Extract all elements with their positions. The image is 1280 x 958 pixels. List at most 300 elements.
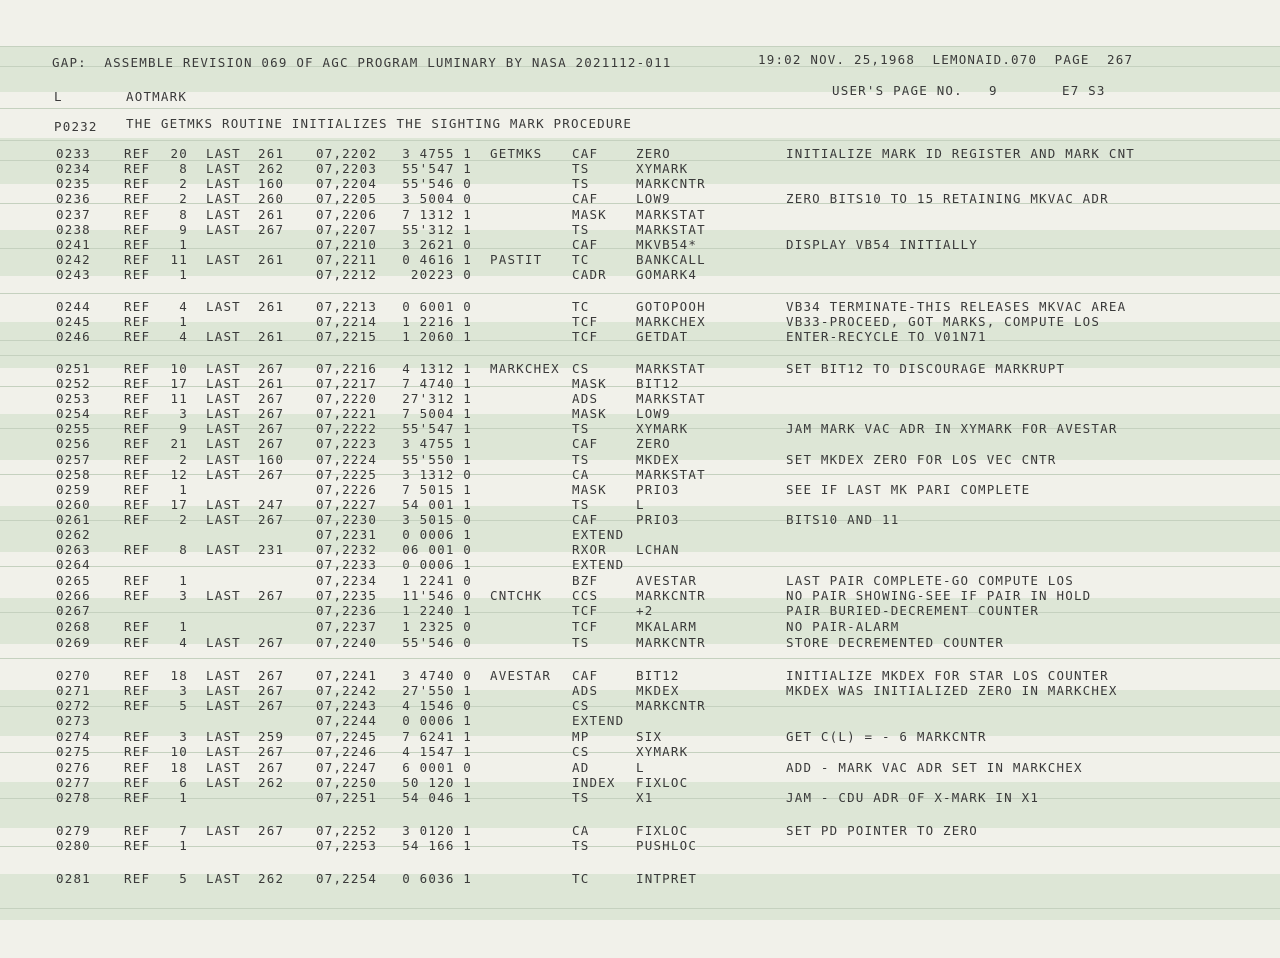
last-keyword: LAST: [206, 161, 241, 176]
operand: BIT12: [636, 668, 680, 683]
line-number: 0271: [56, 683, 91, 698]
ref-count: 11: [170, 391, 188, 406]
operand: PRIO3: [636, 512, 680, 527]
opcode: ADS: [572, 391, 599, 406]
last-page: 261: [258, 207, 285, 222]
last-keyword: LAST: [206, 588, 241, 603]
line-number: 0257: [56, 452, 91, 467]
opcode: MASK: [572, 406, 607, 421]
operand: AVESTAR: [636, 573, 698, 588]
ref-count: 17: [170, 497, 188, 512]
operand: GOTOPOOH: [636, 299, 706, 314]
ref-count: 9: [179, 222, 188, 237]
ref-keyword: REF: [124, 775, 151, 790]
opcode: TCF: [572, 314, 599, 329]
memory-address: 07,2254: [316, 871, 378, 886]
operand: INTPRET: [636, 871, 698, 886]
ref-count: 5: [179, 698, 188, 713]
operand: MKDEX: [636, 452, 680, 467]
last-page: 262: [258, 161, 285, 176]
last-page: 261: [258, 376, 285, 391]
ruling-line: [0, 140, 1280, 141]
operand: X1: [636, 790, 654, 805]
users-page-number: USER'S PAGE NO. 9: [832, 83, 998, 98]
intro-line-number: P0232: [54, 119, 98, 134]
line-number: 0235: [56, 176, 91, 191]
operand: MARKCNTR: [636, 588, 706, 603]
opcode: TC: [572, 871, 590, 886]
memory-address: 07,2221: [316, 406, 378, 421]
line-number: 0276: [56, 760, 91, 775]
memory-address: 07,2207: [316, 222, 378, 237]
memory-address: 07,2251: [316, 790, 378, 805]
opcode: TS: [572, 421, 590, 436]
memory-address: 07,2210: [316, 237, 378, 252]
last-page: 267: [258, 635, 285, 650]
operand: L: [636, 497, 645, 512]
last-page: 267: [258, 683, 285, 698]
opcode: CA: [572, 467, 590, 482]
memory-address: 07,2203: [316, 161, 378, 176]
ref-count: 10: [170, 744, 188, 759]
octal-code: 55'550 1: [402, 452, 472, 467]
ref-keyword: REF: [124, 512, 151, 527]
line-number: 0237: [56, 207, 91, 222]
octal-code: 0 6036 1: [402, 871, 472, 886]
opcode: TS: [572, 222, 590, 237]
ruling-line: [0, 355, 1280, 356]
operand: SIX: [636, 729, 663, 744]
last-page: 267: [258, 668, 285, 683]
opcode: EXTEND: [572, 713, 625, 728]
octal-code: 0 4616 1: [402, 252, 472, 267]
memory-address: 07,2231: [316, 527, 378, 542]
operand: BANKCALL: [636, 252, 706, 267]
line-number: 0245: [56, 314, 91, 329]
operand: LOW9: [636, 191, 671, 206]
operand: XYMARK: [636, 421, 689, 436]
line-number: 0264: [56, 557, 91, 572]
opcode: CADR: [572, 267, 607, 282]
ref-count: 7: [179, 823, 188, 838]
opcode: TS: [572, 161, 590, 176]
memory-address: 07,2230: [316, 512, 378, 527]
last-keyword: LAST: [206, 176, 241, 191]
ref-count: 1: [179, 790, 188, 805]
line-number: 0262: [56, 527, 91, 542]
last-keyword: LAST: [206, 542, 241, 557]
ref-count: 1: [179, 237, 188, 252]
ref-keyword: REF: [124, 871, 151, 886]
comment: JAM MARK VAC ADR IN XYMARK FOR AVESTAR: [786, 421, 1118, 436]
line-number: 0246: [56, 329, 91, 344]
symbol-label: CNTCHK: [490, 588, 543, 603]
ref-keyword: REF: [124, 176, 151, 191]
ruling-line: [0, 46, 1280, 47]
octal-code: 0 0006 1: [402, 557, 472, 572]
line-number: 0252: [56, 376, 91, 391]
opcode: TS: [572, 176, 590, 191]
memory-address: 07,2220: [316, 391, 378, 406]
symbol-label: MARKCHEX: [490, 361, 560, 376]
octal-code: 4 1312 1: [402, 361, 472, 376]
comment: VB34 TERMINATE-THIS RELEASES MKVAC AREA: [786, 299, 1127, 314]
ref-keyword: REF: [124, 668, 151, 683]
opcode: CAF: [572, 436, 599, 451]
ref-count: 11: [170, 252, 188, 267]
opcode: RXOR: [572, 542, 607, 557]
memory-address: 07,2241: [316, 668, 378, 683]
ref-keyword: REF: [124, 542, 151, 557]
ref-keyword: REF: [124, 588, 151, 603]
last-page: 231: [258, 542, 285, 557]
memory-address: 07,2211: [316, 252, 378, 267]
memory-address: 07,2205: [316, 191, 378, 206]
ref-count: 4: [179, 329, 188, 344]
ref-count: 18: [170, 760, 188, 775]
line-number: 0256: [56, 436, 91, 451]
octal-code: 3 5015 0: [402, 512, 472, 527]
ref-count: 20: [170, 146, 188, 161]
ref-keyword: REF: [124, 436, 151, 451]
memory-address: 07,2236: [316, 603, 378, 618]
octal-code: 1 2216 1: [402, 314, 472, 329]
ref-keyword: REF: [124, 497, 151, 512]
line-number: 0242: [56, 252, 91, 267]
ref-keyword: REF: [124, 191, 151, 206]
octal-code: 4 1546 0: [402, 698, 472, 713]
comment: DISPLAY VB54 INITIALLY: [786, 237, 978, 252]
line-number: 0238: [56, 222, 91, 237]
last-page: 267: [258, 361, 285, 376]
ref-count: 12: [170, 467, 188, 482]
line-number: 0272: [56, 698, 91, 713]
opcode: MP: [572, 729, 590, 744]
opcode: TCF: [572, 619, 599, 634]
opcode: CAF: [572, 668, 599, 683]
line-number: 0254: [56, 406, 91, 421]
opcode: CS: [572, 698, 590, 713]
line-number: 0236: [56, 191, 91, 206]
memory-address: 07,2227: [316, 497, 378, 512]
line-number: 0259: [56, 482, 91, 497]
last-page: 267: [258, 467, 285, 482]
opcode: TS: [572, 790, 590, 805]
last-page: 267: [258, 391, 285, 406]
operand: MARKSTAT: [636, 361, 706, 376]
ref-keyword: REF: [124, 421, 151, 436]
last-page: 267: [258, 760, 285, 775]
comment: INITIALIZE MKDEX FOR STAR LOS COUNTER: [786, 668, 1109, 683]
octal-code: 55'546 0: [402, 635, 472, 650]
ref-keyword: REF: [124, 838, 151, 853]
last-keyword: LAST: [206, 760, 241, 775]
ruling-line: [0, 108, 1280, 109]
octal-code: 54 166 1: [402, 838, 472, 853]
line-number: 0241: [56, 237, 91, 252]
comment: ADD - MARK VAC ADR SET IN MARKCHEX: [786, 760, 1083, 775]
opcode: MASK: [572, 207, 607, 222]
last-page: 247: [258, 497, 285, 512]
opcode: TS: [572, 838, 590, 853]
operand: FIXLOC: [636, 775, 689, 790]
opcode: CAF: [572, 146, 599, 161]
memory-address: 07,2252: [316, 823, 378, 838]
operand: MARKCNTR: [636, 176, 706, 191]
last-page: 261: [258, 329, 285, 344]
comment: JAM - CDU ADR OF X-MARK IN X1: [786, 790, 1040, 805]
line-number: 0244: [56, 299, 91, 314]
opcode: TCF: [572, 329, 599, 344]
ref-count: 21: [170, 436, 188, 451]
operand: MARKSTAT: [636, 207, 706, 222]
memory-address: 07,2247: [316, 760, 378, 775]
ref-count: 8: [179, 207, 188, 222]
ref-keyword: REF: [124, 698, 151, 713]
ref-keyword: REF: [124, 635, 151, 650]
memory-address: 07,2237: [316, 619, 378, 634]
operand: BIT12: [636, 376, 680, 391]
line-number: 0233: [56, 146, 91, 161]
opcode: CCS: [572, 588, 599, 603]
ref-count: 6: [179, 775, 188, 790]
ref-keyword: REF: [124, 146, 151, 161]
memory-address: 07,2240: [316, 635, 378, 650]
octal-code: 7 5004 1: [402, 406, 472, 421]
octal-code: 55'312 1: [402, 222, 472, 237]
comment: VB33-PROCEED, GOT MARKS, COMPUTE LOS: [786, 314, 1101, 329]
line-number: 0265: [56, 573, 91, 588]
octal-code: 55'547 1: [402, 421, 472, 436]
line-number: 0279: [56, 823, 91, 838]
symbol-label: PASTIT: [490, 252, 543, 267]
last-page: 261: [258, 252, 285, 267]
opcode: CS: [572, 744, 590, 759]
ref-count: 3: [179, 683, 188, 698]
comment: LAST PAIR COMPLETE-GO COMPUTE LOS: [786, 573, 1074, 588]
ref-keyword: REF: [124, 207, 151, 222]
opcode: TC: [572, 299, 590, 314]
last-page: 160: [258, 452, 285, 467]
comment: ENTER-RECYCLE TO V01N71: [786, 329, 987, 344]
last-keyword: LAST: [206, 683, 241, 698]
memory-address: 07,2224: [316, 452, 378, 467]
opcode: CS: [572, 361, 590, 376]
octal-code: 11'546 0: [402, 588, 472, 603]
last-keyword: LAST: [206, 222, 241, 237]
last-page: 261: [258, 146, 285, 161]
operand: MARKSTAT: [636, 391, 706, 406]
operand: +2: [636, 603, 654, 618]
ruling-line: [0, 566, 1280, 567]
operand: ZERO: [636, 146, 671, 161]
opcode: TC: [572, 252, 590, 267]
octal-code: 50 120 1: [402, 775, 472, 790]
operand: LCHAN: [636, 542, 680, 557]
ref-keyword: REF: [124, 467, 151, 482]
symbol-label: AVESTAR: [490, 668, 552, 683]
opcode: CAF: [572, 191, 599, 206]
ref-count: 1: [179, 573, 188, 588]
ref-count: 2: [179, 452, 188, 467]
last-page: 267: [258, 512, 285, 527]
line-number: 0266: [56, 588, 91, 603]
octal-code: 4 1547 1: [402, 744, 472, 759]
line-number: 0234: [56, 161, 91, 176]
last-page: 267: [258, 588, 285, 603]
symbol-label: GETMKS: [490, 146, 543, 161]
memory-address: 07,2235: [316, 588, 378, 603]
last-keyword: LAST: [206, 406, 241, 421]
last-keyword: LAST: [206, 361, 241, 376]
operand: MKVB54*: [636, 237, 698, 252]
operand: PUSHLOC: [636, 838, 698, 853]
memory-address: 07,2217: [316, 376, 378, 391]
octal-code: 20223 0: [410, 267, 472, 282]
ref-count: 2: [179, 176, 188, 191]
memory-address: 07,2215: [316, 329, 378, 344]
last-page: 267: [258, 698, 285, 713]
memory-address: 07,2246: [316, 744, 378, 759]
last-keyword: LAST: [206, 467, 241, 482]
ref-keyword: REF: [124, 573, 151, 588]
memory-address: 07,2206: [316, 207, 378, 222]
ref-count: 9: [179, 421, 188, 436]
octal-code: 7 6241 1: [402, 729, 472, 744]
octal-code: 1 2240 1: [402, 603, 472, 618]
ref-count: 8: [179, 161, 188, 176]
memory-address: 07,2225: [316, 467, 378, 482]
ref-keyword: REF: [124, 376, 151, 391]
log-section-name: AOTMARK: [126, 89, 188, 104]
comment: PAIR BURIED-DECREMENT COUNTER: [786, 603, 1040, 618]
last-keyword: LAST: [206, 871, 241, 886]
memory-address: 07,2244: [316, 713, 378, 728]
last-page: 262: [258, 871, 285, 886]
last-keyword: LAST: [206, 775, 241, 790]
operand: MARKSTAT: [636, 467, 706, 482]
ref-count: 3: [179, 406, 188, 421]
octal-code: 0 0006 1: [402, 527, 472, 542]
memory-address: 07,2222: [316, 421, 378, 436]
operand: MKDEX: [636, 683, 680, 698]
memory-address: 07,2226: [316, 482, 378, 497]
opcode: BZF: [572, 573, 599, 588]
header-line-right: 19:02 NOV. 25,1968 LEMONAID.070 PAGE 267: [758, 52, 1134, 67]
line-number: 0278: [56, 790, 91, 805]
last-page: 261: [258, 299, 285, 314]
last-keyword: LAST: [206, 668, 241, 683]
ref-count: 2: [179, 512, 188, 527]
ref-keyword: REF: [124, 391, 151, 406]
octal-code: 27'550 1: [402, 683, 472, 698]
ref-count: 17: [170, 376, 188, 391]
opcode: TS: [572, 497, 590, 512]
ref-keyword: REF: [124, 314, 151, 329]
operand: PRIO3: [636, 482, 680, 497]
last-keyword: LAST: [206, 512, 241, 527]
memory-address: 07,2253: [316, 838, 378, 853]
octal-code: 3 2621 0: [402, 237, 472, 252]
memory-address: 07,2245: [316, 729, 378, 744]
last-keyword: LAST: [206, 146, 241, 161]
memory-address: 07,2202: [316, 146, 378, 161]
octal-code: 3 4740 0: [402, 668, 472, 683]
last-keyword: LAST: [206, 635, 241, 650]
memory-address: 07,2242: [316, 683, 378, 698]
memory-address: 07,2212: [316, 267, 378, 282]
page-code: E7 S3: [1062, 83, 1106, 98]
last-keyword: LAST: [206, 391, 241, 406]
ruling-line: [0, 293, 1280, 294]
last-page: 267: [258, 823, 285, 838]
ref-count: 3: [179, 729, 188, 744]
operand: XYMARK: [636, 161, 689, 176]
ref-count: 1: [179, 619, 188, 634]
line-number: 0281: [56, 871, 91, 886]
ref-count: 1: [179, 314, 188, 329]
opcode: TS: [572, 635, 590, 650]
operand: ZERO: [636, 436, 671, 451]
octal-code: 1 2241 0: [402, 573, 472, 588]
opcode: MASK: [572, 376, 607, 391]
ref-keyword: REF: [124, 252, 151, 267]
last-keyword: LAST: [206, 436, 241, 451]
octal-code: 3 4755 1: [402, 436, 472, 451]
line-number: 0270: [56, 668, 91, 683]
last-keyword: LAST: [206, 421, 241, 436]
ref-count: 8: [179, 542, 188, 557]
ref-count: 4: [179, 299, 188, 314]
line-number: 0275: [56, 744, 91, 759]
last-page: 260: [258, 191, 285, 206]
memory-address: 07,2232: [316, 542, 378, 557]
line-number: 0263: [56, 542, 91, 557]
last-page: 262: [258, 775, 285, 790]
octal-code: 7 1312 1: [402, 207, 472, 222]
memory-address: 07,2243: [316, 698, 378, 713]
opcode: ADS: [572, 683, 599, 698]
ref-keyword: REF: [124, 452, 151, 467]
ref-keyword: REF: [124, 361, 151, 376]
memory-address: 07,2204: [316, 176, 378, 191]
octal-code: 3 5004 0: [402, 191, 472, 206]
line-number: 0258: [56, 467, 91, 482]
last-keyword: LAST: [206, 823, 241, 838]
last-page: 160: [258, 176, 285, 191]
ref-keyword: REF: [124, 482, 151, 497]
last-page: 267: [258, 744, 285, 759]
octal-code: 54 046 1: [402, 790, 472, 805]
last-keyword: LAST: [206, 729, 241, 744]
line-number: 0274: [56, 729, 91, 744]
comment: BITS10 AND 11: [786, 512, 900, 527]
operand: MARKSTAT: [636, 222, 706, 237]
last-keyword: LAST: [206, 376, 241, 391]
ruling-line: [0, 658, 1280, 659]
memory-address: 07,2213: [316, 299, 378, 314]
comment: STORE DECREMENTED COUNTER: [786, 635, 1005, 650]
line-number: 0255: [56, 421, 91, 436]
operand: MARKCNTR: [636, 698, 706, 713]
octal-code: 3 0120 1: [402, 823, 472, 838]
opcode: MASK: [572, 482, 607, 497]
operand: L: [636, 760, 645, 775]
memory-address: 07,2233: [316, 557, 378, 572]
ref-keyword: REF: [124, 823, 151, 838]
memory-address: 07,2214: [316, 314, 378, 329]
octal-code: 55'546 0: [402, 176, 472, 191]
